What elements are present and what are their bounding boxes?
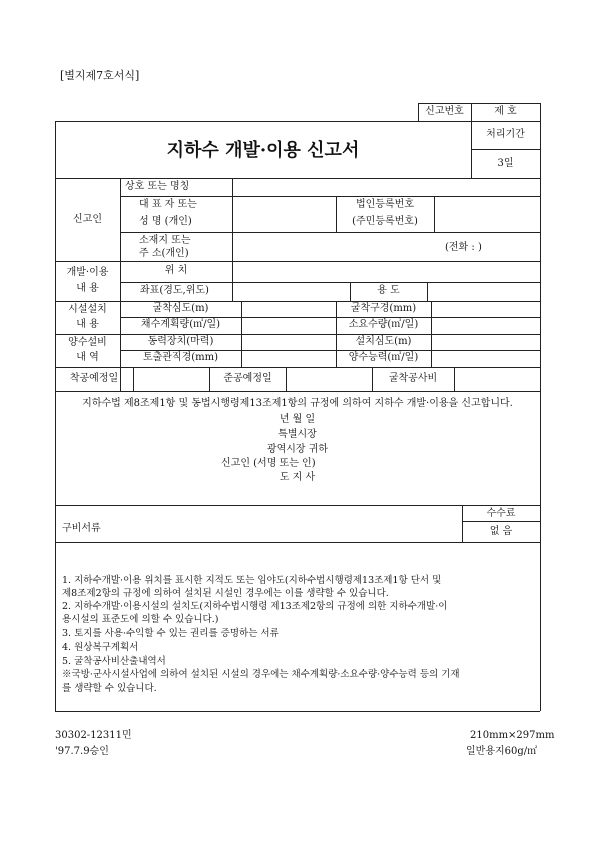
representative-label-2: 성 명 (개인) xyxy=(139,216,192,227)
declaration-date: 년 월 일 xyxy=(279,414,316,425)
construction-cost-label: 굴착공사비 xyxy=(388,373,438,384)
discharge-pipe-field[interactable] xyxy=(243,351,334,366)
business-name-label: 상호 또는 명칭 xyxy=(125,181,190,192)
representative-field[interactable] xyxy=(236,198,334,230)
signature-line: 신고인 (서명 또는 인) xyxy=(221,458,316,469)
declaration-text: 지하수법 제8조제1항 및 동법시행령제13조제1항의 규정에 의하여 지하수 개발·이용을 신고합니다. xyxy=(82,398,513,409)
excavation-depth-field[interactable] xyxy=(243,302,334,316)
excavation-diameter-field[interactable] xyxy=(433,302,538,316)
processing-period-label: 처리기간 xyxy=(486,129,525,140)
facility-section-label-1: 시설설치 xyxy=(68,304,107,315)
address-field[interactable] xyxy=(236,234,536,259)
development-section-label-1: 개발·이용 xyxy=(66,267,109,278)
applicant-section-label: 신고인 xyxy=(73,214,102,225)
form-title: 지하수 개발·이용 신고서 xyxy=(166,140,360,161)
usage-field[interactable] xyxy=(429,284,537,300)
pumping-capacity-label: 양수능력(㎥/일) xyxy=(348,352,419,363)
address-label-1: 소재지 또는 xyxy=(139,235,191,246)
power-unit-label: 동력장치(마력) xyxy=(147,336,214,347)
install-depth-label: 설치심도(m) xyxy=(355,336,412,347)
form-number-label: [별지제7호서식] xyxy=(60,69,140,82)
form-code: 30302-12311민 xyxy=(55,730,132,741)
facility-section-label-2: 내 용 xyxy=(76,319,99,330)
construction-cost-field[interactable] xyxy=(456,369,538,389)
addressee-1: 특별시장 xyxy=(278,429,317,440)
location-field[interactable] xyxy=(236,263,536,280)
pumping-plan-label: 채수계획량(㎥/일) xyxy=(140,319,221,330)
document-note-1b: 제8조제2항의 규정에 의하여 설치된 시설인 경우에는 이를 생략할 수 있습니다. xyxy=(62,588,389,599)
water-demand-field[interactable] xyxy=(433,318,538,333)
business-name-field[interactable] xyxy=(236,179,536,195)
excavation-diameter-label: 굴착구경(mm) xyxy=(350,303,417,314)
coordinate-field[interactable] xyxy=(236,284,348,300)
fee-label: 수수료 xyxy=(486,508,516,519)
addressee-2: 광역시장 귀하 xyxy=(266,444,329,455)
corp-registration-field[interactable] xyxy=(436,198,538,230)
start-date-field[interactable] xyxy=(135,369,207,389)
required-documents-label: 구비서류 xyxy=(62,523,101,534)
receipt-number-label: 신고번호 xyxy=(425,106,464,117)
start-date-label: 착공예정일 xyxy=(69,373,119,384)
approval-date: '97.7.9승인 xyxy=(55,746,109,757)
document-note-special-a: ※국방·군사시설사업에 의하여 설치된 시설의 경우에는 채수계획량·소요수량·양수능력 등의 기재 xyxy=(62,669,460,680)
address-label-2: 주 소(개인) xyxy=(139,248,189,259)
discharge-pipe-label: 토출관직경(mm) xyxy=(142,352,219,363)
addressee-3: 도 지 사 xyxy=(279,472,316,483)
excavation-depth-label: 굴착심도(m) xyxy=(152,303,209,314)
paper-size: 210mm×297mm xyxy=(470,730,555,741)
completion-date-field[interactable] xyxy=(288,369,370,389)
pumping-plan-field[interactable] xyxy=(243,318,334,333)
water-demand-label: 소요수량(㎥/일) xyxy=(348,319,419,330)
representative-label-1: 대 표 자 또는 xyxy=(139,199,197,210)
document-note-1a: 1. 지하수개발·이용 위치를 표시한 지적도 또는 임야도(지하수법시행령제13조제1항 단서 및 xyxy=(62,575,442,586)
corp-registration-label-1: 법인등록번호 xyxy=(356,199,414,210)
pump-section-label-2: 내 역 xyxy=(76,352,99,363)
fee-value: 없 음 xyxy=(489,526,513,537)
receipt-number-value: 제 호 xyxy=(494,106,517,117)
development-section-label-2: 내 용 xyxy=(76,283,99,294)
corp-registration-label-2: (주민등록번호) xyxy=(352,216,418,227)
document-note-3: 3. 토지를 사용·수익할 수 있는 권리를 증명하는 서류 xyxy=(62,628,279,639)
document-note-special-b: 를 생략할 수 있습니다. xyxy=(62,683,157,694)
pumping-capacity-field[interactable] xyxy=(433,351,538,366)
paper-type: 일반용지60g/㎡ xyxy=(466,746,538,757)
install-depth-field[interactable] xyxy=(433,335,538,349)
usage-label: 용 도 xyxy=(377,285,400,296)
document-note-2b: 용시설의 표준도에 의할 수 있습니다.) xyxy=(62,614,219,625)
phone-label: (전화 : ) xyxy=(445,242,482,253)
pump-section-label-1: 양수설비 xyxy=(68,337,107,348)
processing-period-value: 3일 xyxy=(497,158,514,169)
document-note-5: 5. 굴착공사비산출내역서 xyxy=(62,656,166,667)
location-label: 위 치 xyxy=(164,265,188,276)
coordinate-label: 좌표(경도,위도) xyxy=(140,285,209,296)
document-note-4: 4. 원상복구계획서 xyxy=(62,642,139,653)
document-note-2a: 2. 지하수개발·이용시설의 설치도(지하수법시행령 제13조제2항의 규정에 의한 지하수개발·이 xyxy=(62,601,448,612)
completion-date-label: 준공예정일 xyxy=(223,373,272,384)
power-unit-field[interactable] xyxy=(243,335,334,349)
